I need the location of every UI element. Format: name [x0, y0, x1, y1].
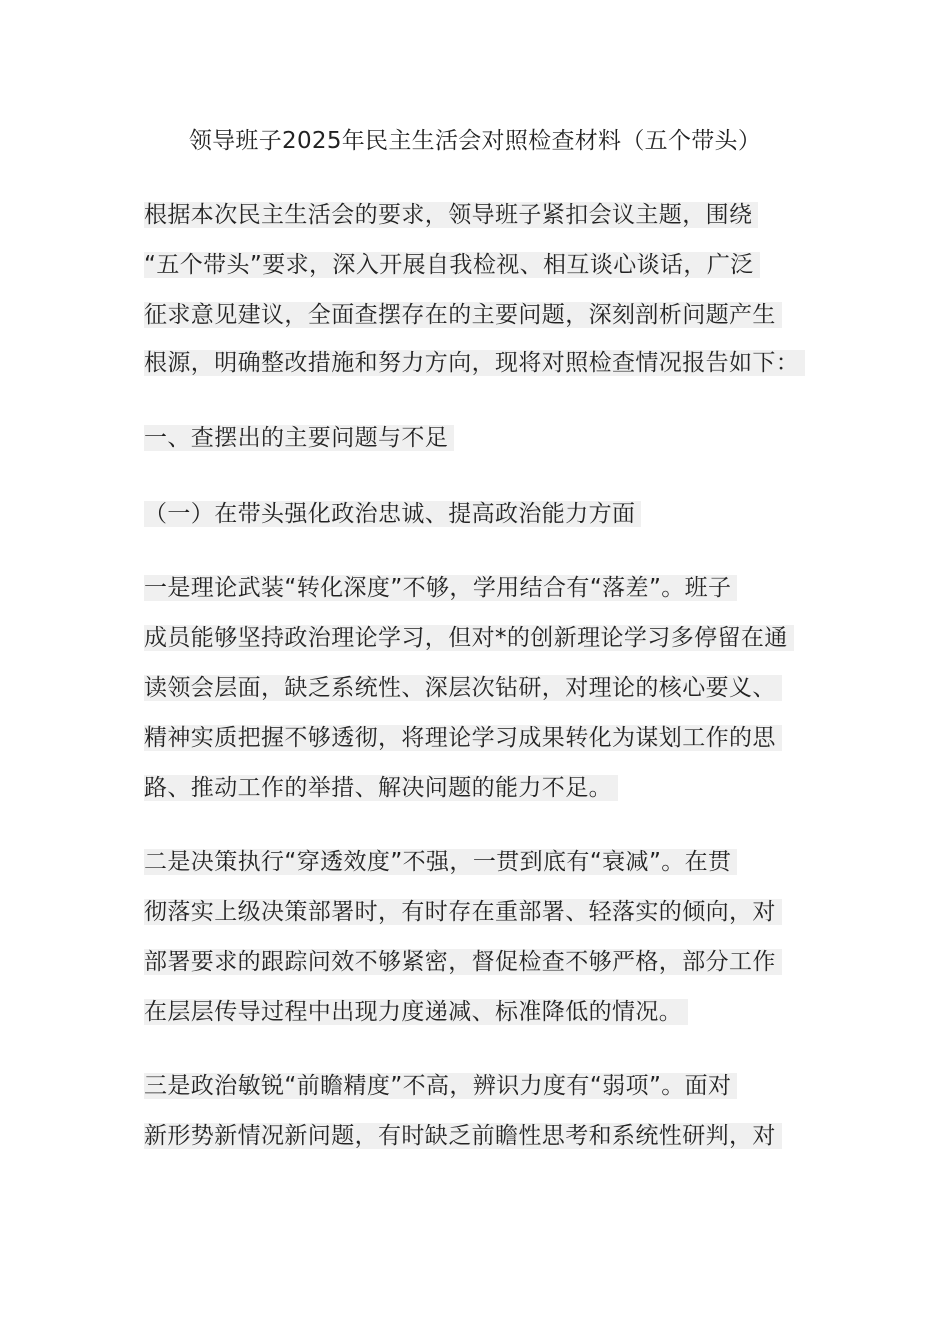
point1-line: 路、推动工作的举措、解决问题的能力不足。	[144, 771, 618, 806]
point2-line: 部署要求的跟踪问效不够紧密，督促检查不够严格，部分工作	[144, 945, 782, 980]
subsection-heading: （一）在带头强化政治忠诚、提高政治能力方面	[144, 497, 641, 532]
point3-line: 新形势新情况新问题，有时缺乏前瞻性思考和系统性研判，对	[144, 1119, 782, 1154]
point2-line: 在层层传导过程中出现力度递减、标准降低的情况。	[144, 995, 688, 1030]
point2-line: 彻落实上级决策部署时，有时存在重部署、轻落实的倾向，对	[144, 895, 782, 930]
intro-line: “五个带头”要求，深入开展自我检视、相互谈心谈话，广泛	[144, 248, 760, 283]
intro-line: 根据本次民主生活会的要求，领导班子紧扣会议主题，围绕	[144, 198, 758, 233]
document-title: 领导班子2025年民主生活会对照检查材料（五个带头）	[188, 128, 762, 154]
section-heading: 一、查摆出的主要问题与不足	[144, 421, 454, 456]
point3-line: 三是政治敏锐“前瞻精度”不高，辨识力度有“弱项”。面对	[144, 1069, 737, 1104]
intro-line: 征求意见建议，全面查摆存在的主要问题，深刻剖析问题产生	[144, 298, 782, 333]
point1-line: 读领会层面，缺乏系统性、深层次钻研，对理论的核心要义、	[144, 671, 782, 706]
point2-line: 二是决策执行“穿透效度”不强，一贯到底有“衰减”。在贯	[144, 845, 737, 880]
point1-line: 精神实质把握不够透彻，将理论学习成果转化为谋划工作的思	[144, 721, 782, 756]
point1-line: 成员能够坚持政治理论学习，但对*的创新理论学习多停留在通	[144, 621, 794, 656]
point1-line: 一是理论武装“转化深度”不够，学用结合有“落差”。班子	[144, 571, 737, 606]
intro-line: 根源，明确整改措施和努力方向，现将对照检查情况报告如下：	[144, 346, 805, 381]
